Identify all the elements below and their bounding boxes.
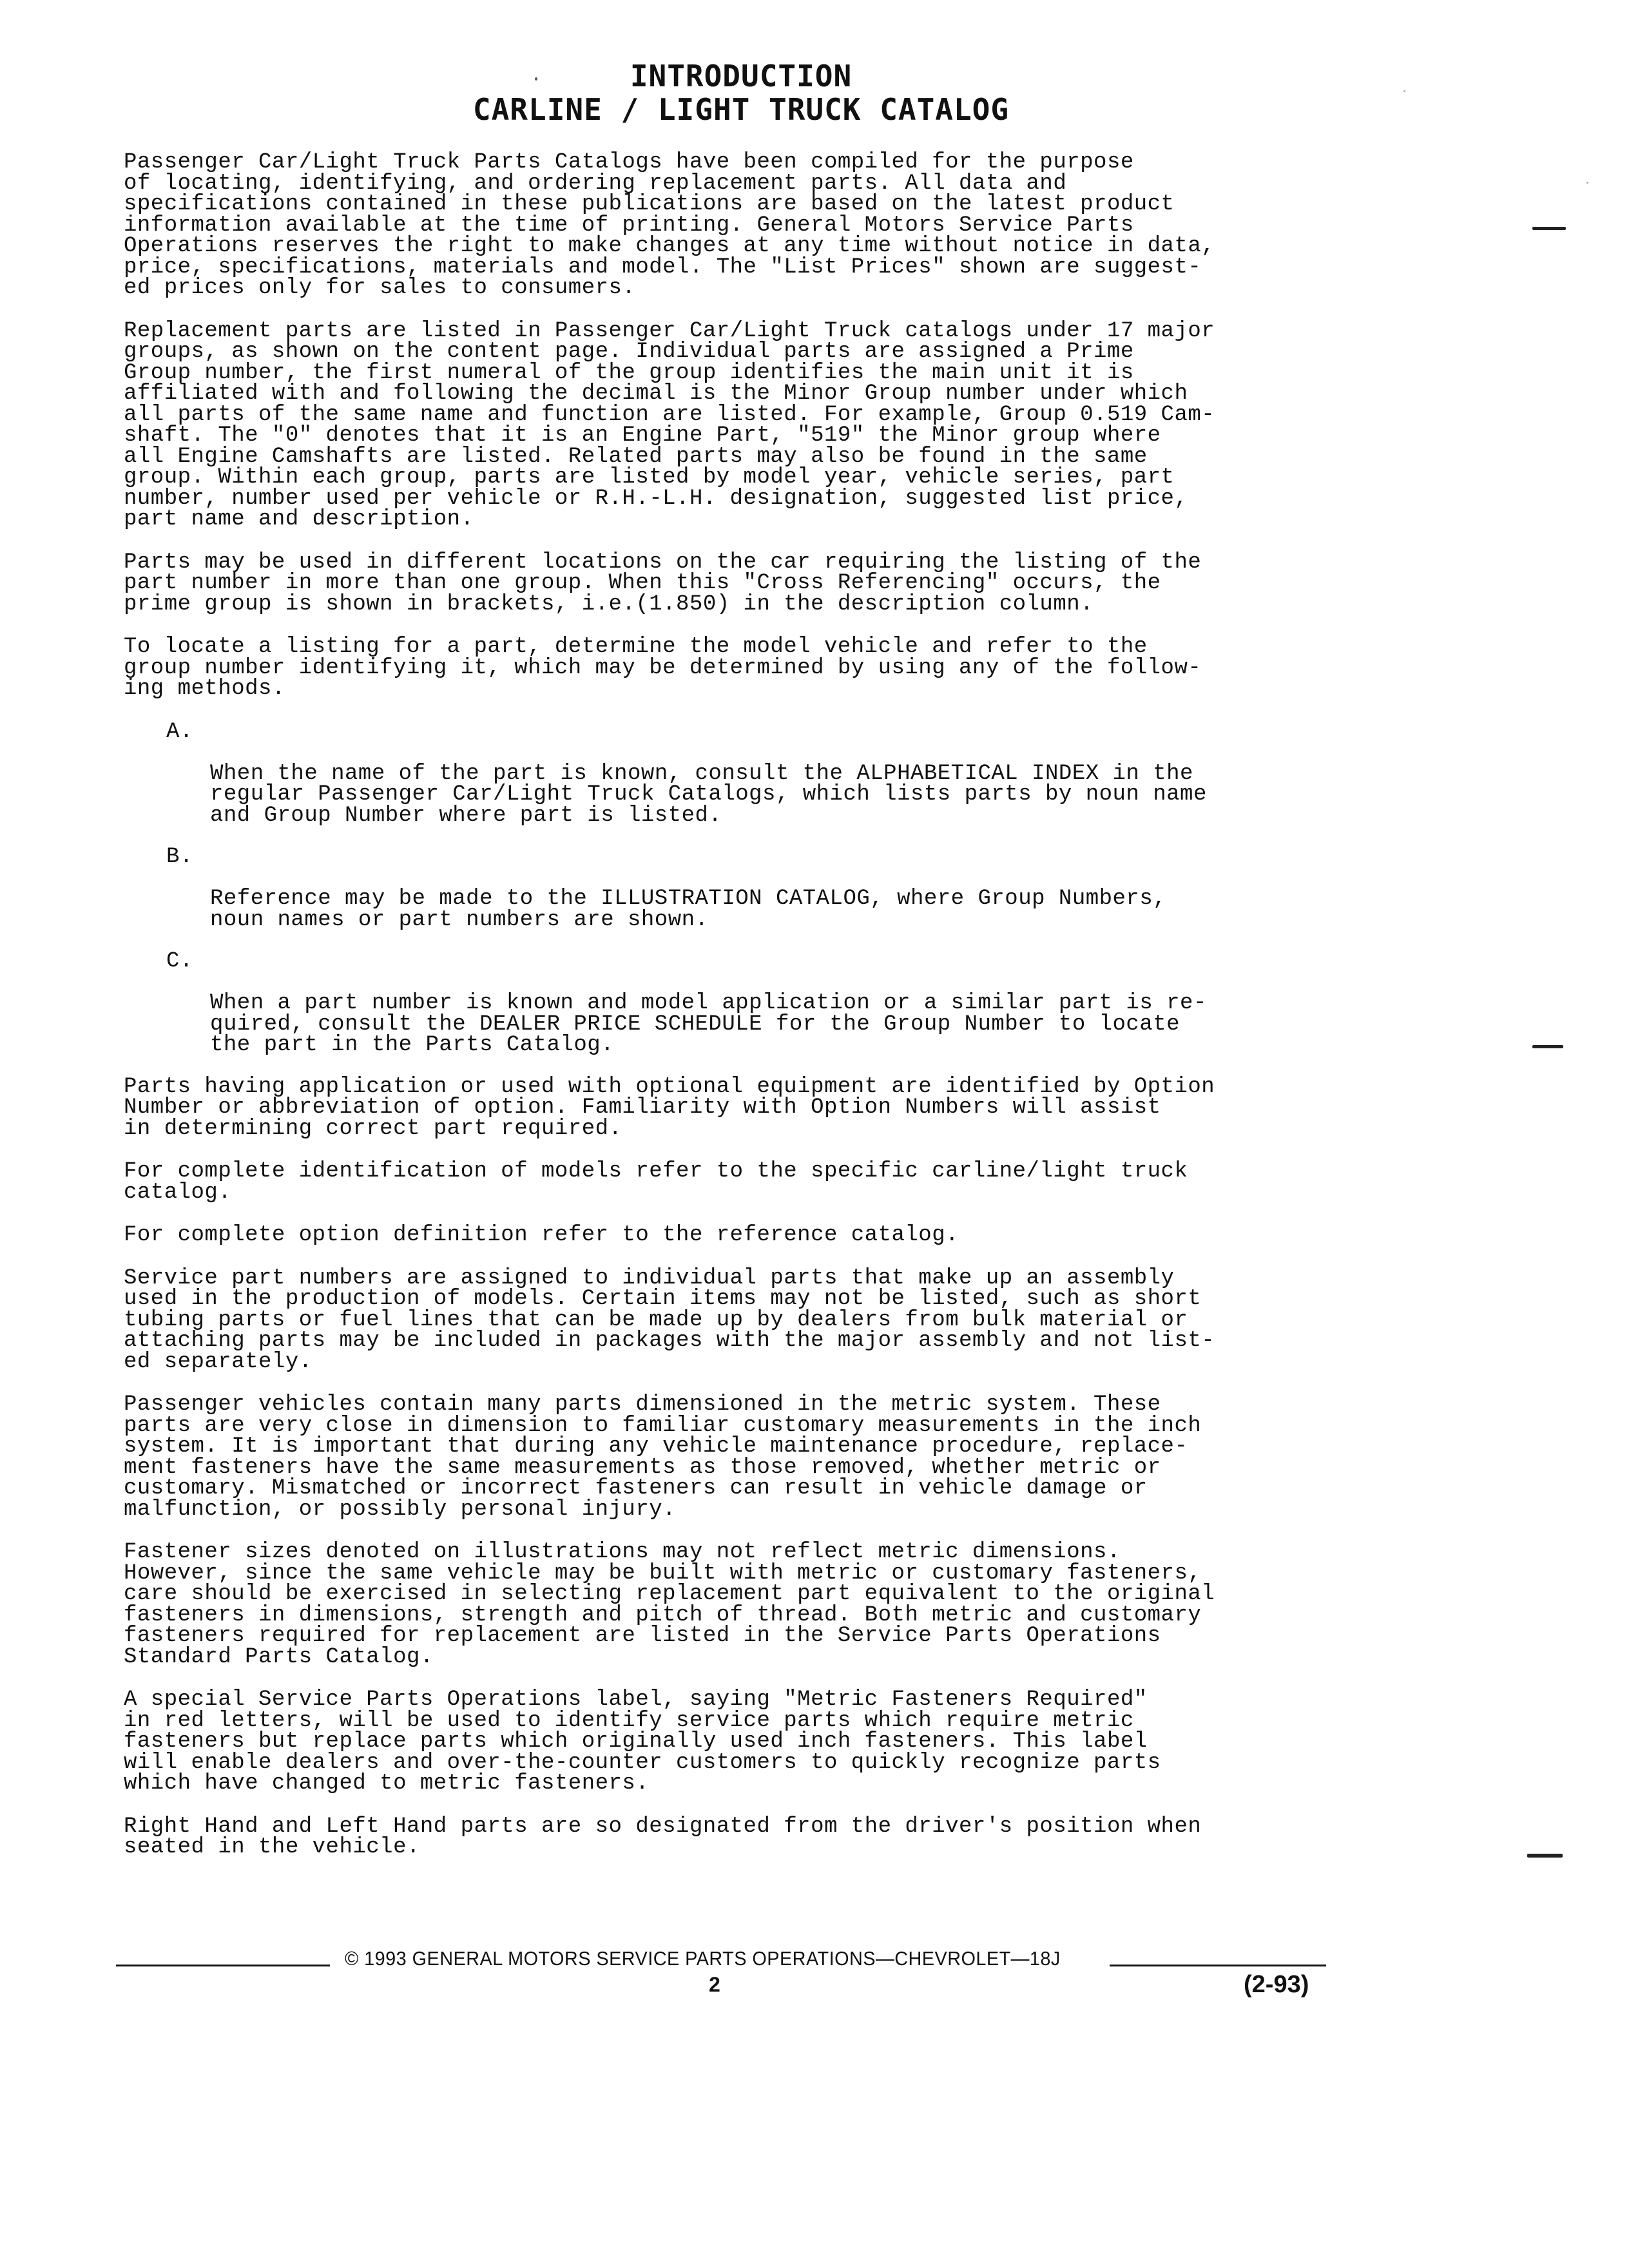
scan-speck	[1586, 182, 1588, 184]
scan-speck	[1403, 90, 1405, 92]
margin-mark	[1532, 1045, 1563, 1048]
intro-paragraph-groups: Replacement parts are listed in Passenger Car/Light Truck catalogs under 17 major groups, as shown on the content page. Individual parts are assigned a Prime Group number, the first numeral of the group identifies the main unit it is affiliated with and following the decimal is the Minor Group number under which all parts of the same name and function are listed. For example, Group 0.519 Cam- shaft. The "0" denotes that it is an Engine Part, "519" the Minor group where all Engine Camshafts are listed. Related parts may also be found in the same group. Within each group, parts are listed by model year, vehicle series, part number, number used per vehicle or R.H.-L.H. designation, suggested list price, part name and description.	[124, 318, 1215, 532]
paragraph-metric-system: Passenger vehicles contain many parts dimensioned in the metric system. These parts are very close in dimension to familiar customary measurements in the inch system. It is important that during any vehicle maintenance procedure, replace- ment fasteners have the same measurements as those removed, whether metric or customary. Mismatched or incorrect fasteners can result in vehicle damage or malfunction, or possibly personal injury.	[124, 1392, 1202, 1522]
paragraph-service-part-numbers: Service part numbers are assigned to individual parts that make up an assembly used in the production of models. Certain items may not be listed, such as short tubing parts or fuel lines that can be made up by dealers from bulk material or attaching parts may be included in packages with the major assembly and not list- ed separately.	[124, 1265, 1215, 1374]
paragraph-fastener-sizes: Fastener sizes denoted on illustrations may not reflect metric dimensions. However, since the same vehicle may be built with metric or customary fasteners, care should be exercised in selecting replacement part equivalent to the original fasteners in dimensions, strength and pitch of thread. Both metric and customary fasteners required for replacement are listed in the Service Parts Operations Standard Parts Catalog.	[124, 1540, 1215, 1669]
footer-rule-left	[116, 1965, 330, 1966]
paragraph-metric-label: A special Service Parts Operations label, saying "Metric Fasteners Required" in red letters, will be used to identify service parts which require metric fasteners but replace parts which originally used inch fasteners. This label will enable dealers and over-the-counter customers to quickly recognize parts which have changed to metric fasteners.	[124, 1687, 1161, 1796]
method-list-item-b	[124, 847, 1348, 930]
paragraph-option-definition: For complete option definition refer to the reference catalog.	[124, 1223, 959, 1247]
intro-paragraph-cross-reference: Parts may be used in different locations on the car requiring the listing of the part number in more than one group. When this "Cross Referencing" occurs, the prime group is shown in brackets, i.e.(1.850) in the description column.	[124, 550, 1202, 617]
list-item-text: Reference may be made to the ILLUSTRATION CATALOG, where Group Numbers, noun names or part numbers are shown.	[210, 887, 1167, 932]
page-number: 2	[709, 1973, 720, 1996]
paragraph-model-identification: For complete identification of models refer to the specific carline/light truck catalog.	[124, 1159, 1188, 1205]
margin-mark	[1532, 227, 1566, 230]
body-text	[124, 152, 1348, 1880]
intro-paragraph-locate: To locate a listing for a part, determine the model vehicle and refer to the group number identifying it, which may be determined by using any of the follow- ing methods.	[124, 635, 1202, 701]
margin-mark	[1527, 1854, 1563, 1858]
list-marker: A.	[166, 719, 193, 744]
scan-speck	[535, 77, 537, 81]
footer-rule-right	[1110, 1965, 1326, 1966]
page-subtitle: CARLINE / LIGHT TRUCK CATALOG	[472, 92, 1010, 127]
paragraph-option-numbers: Parts having application or used with optional equipment are identified by Option Number or abbreviation of option. Familiarity with Option Numbers will assist in determining correct part required.	[124, 1074, 1215, 1141]
revision-date: (2-93)	[1244, 1971, 1309, 1998]
list-marker: C.	[166, 949, 193, 974]
method-list-item-a	[124, 719, 1348, 828]
list-item-text: When the name of the part is known, consult the ALPHABETICAL INDEX in the regular Passenger Car/Light Truck Catalogs, which lists parts by noun name and Group Number where part is listed.	[210, 761, 1207, 828]
method-list-item-c	[124, 951, 1348, 1056]
list-marker: B.	[166, 845, 193, 869]
intro-paragraph-purpose: Passenger Car/Light Truck Parts Catalogs have been compiled for the purpose of locating, identifying, and ordering replacement parts. All data and specifications contained in these publications are based on the latest product information available at the time of printing. General Motors Service Parts Operations reserves the right to make changes at any time without notice in data, price, specifications, materials and model. The "List Prices" shown are suggest- ed prices only for sales to consumers.	[124, 150, 1215, 300]
footer-copyright: © 1993 GENERAL MOTORS SERVICE PARTS OPERATIONS—CHEVROLET—18J	[345, 1947, 1061, 1970]
paragraph-right-left-hand: Right Hand and Left Hand parts are so designated from the driver's position when seated in the vehicle.	[124, 1814, 1202, 1860]
page-title: INTRODUCTION	[630, 59, 853, 93]
list-item-text: When a part number is known and model application or a similar part is re- quired, consult the DEALER PRICE SCHEDULE for the Group Number to locate the part in the Parts Catalog.	[210, 991, 1207, 1057]
